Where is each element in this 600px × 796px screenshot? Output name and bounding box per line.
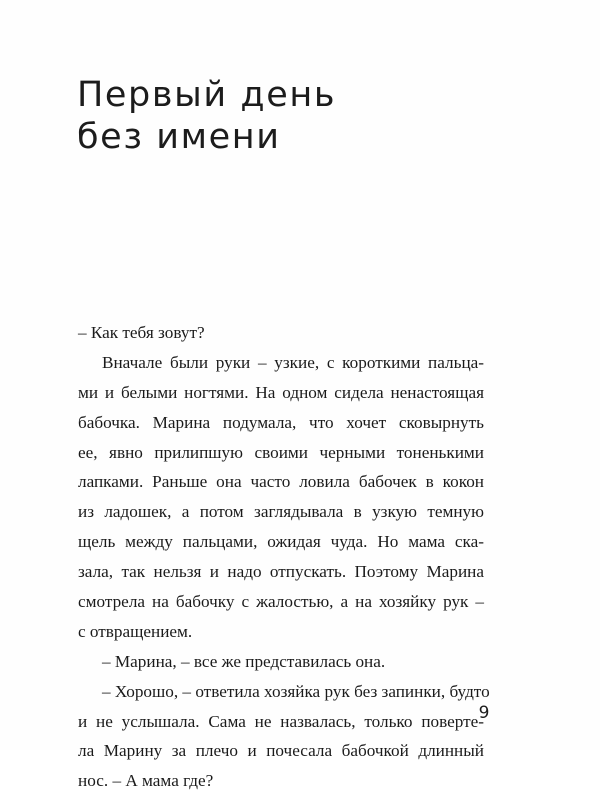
- text-line: и не услышала. Сама не назвалась, только поверте-: [78, 711, 484, 731]
- text-line: – Хорошо, – ответила хозяйка рук без запинки, будто: [102, 681, 490, 701]
- text-line: ее, явно прилипшую своими черными тоненькими: [78, 442, 484, 462]
- chapter-title: [77, 74, 336, 158]
- text-line: с отвращением.: [78, 621, 193, 641]
- chapter-title-line-2: без имени: [77, 117, 281, 157]
- text-line: лапками. Раньше она часто ловила бабочек в кокон: [78, 472, 484, 492]
- text-line: зала, так нельзя и надо отпускать. Поэтому Марина: [78, 562, 484, 582]
- text-line: ла Марину за плечо и почесала бабочкой длинный: [78, 741, 484, 761]
- text-line: бабочка. Марина подумала, что хочет сковырнуть: [78, 412, 484, 432]
- text-line: нос. – А мама где?: [78, 771, 214, 791]
- chapter-title-line-1: Первый день: [77, 75, 337, 115]
- page-number: 9: [478, 703, 490, 723]
- body-text: [78, 318, 490, 796]
- text-line: смотрела на бабочку с жалостью, а на хозяйку рук –: [78, 592, 484, 612]
- text-line: Вначале были руки – узкие, с короткими пальца-: [102, 352, 484, 372]
- text-line: из ладошек, а потом заглядывала в узкую темную: [78, 502, 484, 522]
- text-line: ми и белыми ногтями. На одном сидела ненастоящая: [78, 382, 484, 402]
- text-line: – Как тебя зовут?: [78, 323, 205, 342]
- text-line: – Марина, – все же представилась она.: [102, 651, 386, 671]
- text-line: щель между пальцами, ожидая чуда. Но мама ска-: [78, 532, 484, 552]
